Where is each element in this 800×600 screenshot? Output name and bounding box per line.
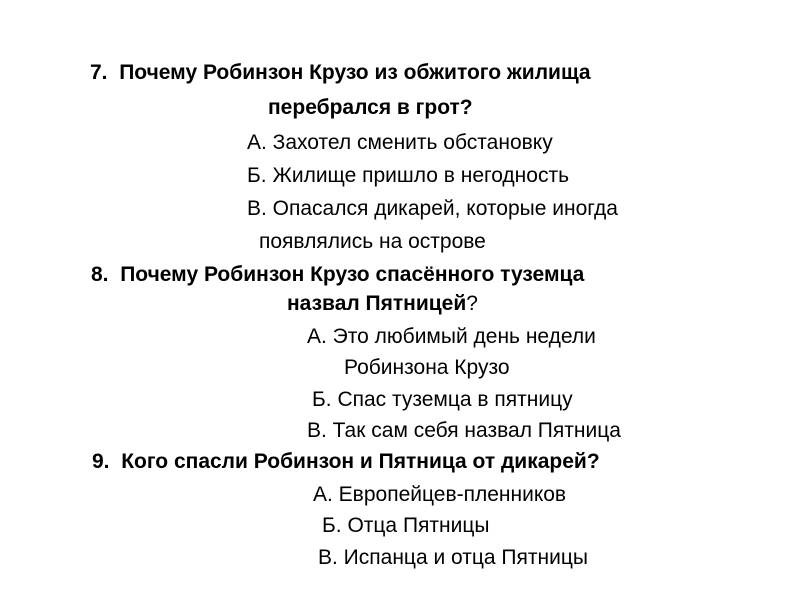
- question-8-question-mark: ?: [466, 292, 478, 315]
- question-9-number: 9.: [92, 450, 110, 473]
- question-8-option-b: Б. Спас туземца в пятницу: [312, 388, 573, 411]
- question-7-option-c: В. Опасался дикарей, которые иногда: [247, 197, 618, 220]
- question-8-number: 8.: [91, 263, 109, 286]
- question-8-option-c: В. Так сам себя назвал Пятница: [307, 419, 621, 442]
- question-9-option-a: А. Европейцев-пленников: [313, 483, 567, 506]
- question-8-text: Почему Робинзон Крузо спасённого туземца: [120, 263, 585, 286]
- question-7-option-b: Б. Жилище пришло в негодность: [247, 164, 570, 187]
- question-7-line-1: [90, 60, 591, 86]
- question-9-option-b: Б. Отца Пятницы: [322, 514, 490, 537]
- question-9-option-c: В. Испанца и отца Пятницы: [318, 546, 588, 569]
- question-8-option-a-cont: Робинзона Крузо: [344, 356, 510, 379]
- question-7-option-a: А. Захотел сменить обстановку: [247, 131, 553, 154]
- question-8-option-a: А. Это любимый день недели: [307, 325, 596, 348]
- question-8-text-2: назвал Пятницей: [287, 292, 467, 315]
- question-7-text: Почему Робинзон Крузо из обжитого жилища: [119, 61, 591, 84]
- question-7-line-2: перебрался в грот?: [268, 96, 473, 119]
- question-9-line-1: [92, 449, 600, 475]
- question-7-option-c-cont: появлялись на острове: [259, 230, 486, 253]
- question-8-line-2: [287, 291, 478, 317]
- question-9-text: Кого спасли Робинзон и Пятница от дикарей?: [121, 450, 600, 473]
- question-8-line-1: [91, 262, 584, 288]
- question-7-number: 7.: [90, 61, 108, 84]
